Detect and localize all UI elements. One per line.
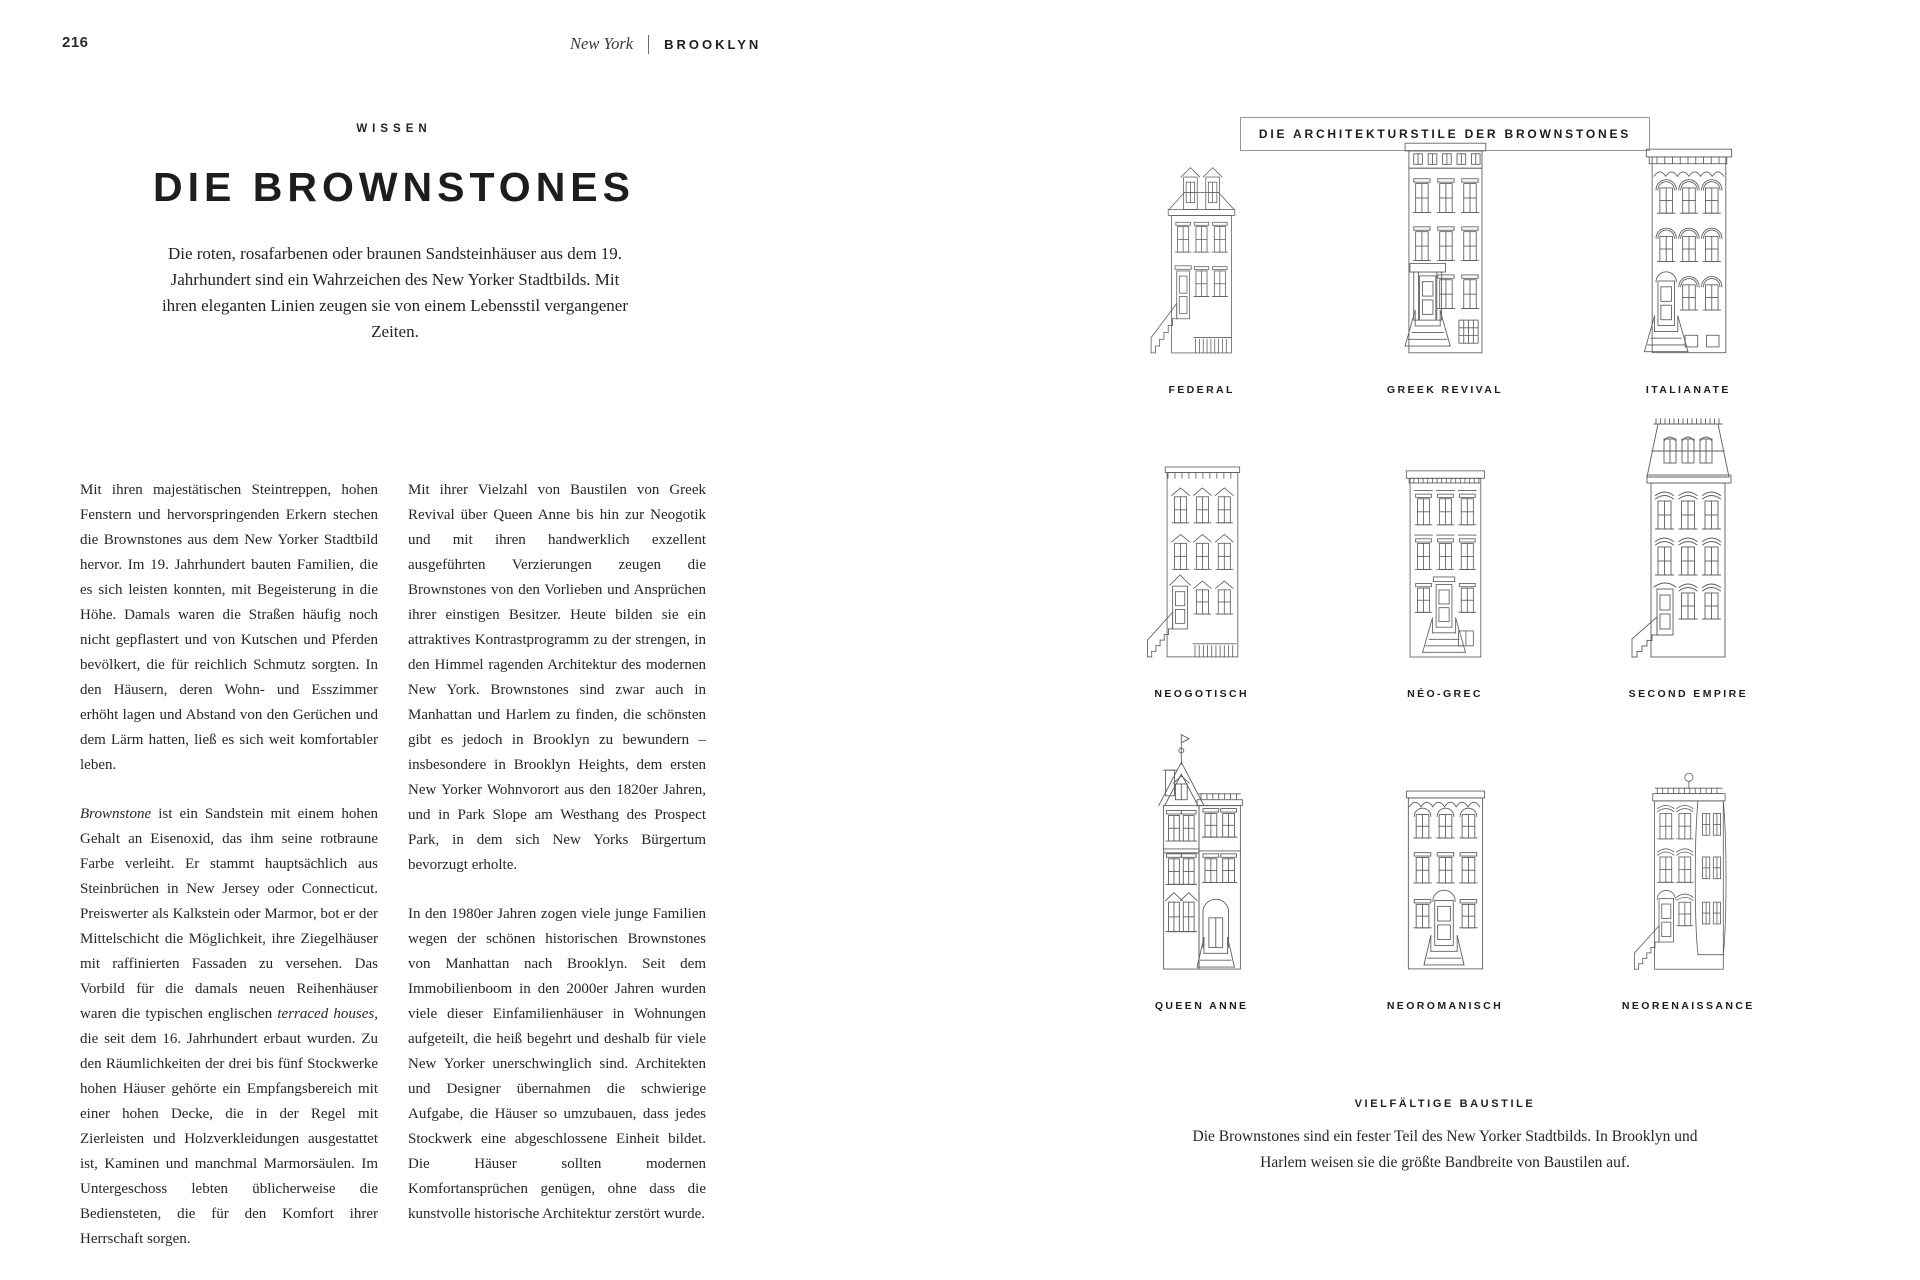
italianate-brownstone-illustration	[1625, 143, 1751, 360]
style-cell-secondempire	[1567, 450, 1810, 700]
styles-row-2	[1080, 450, 1810, 700]
neo-grec-brownstone-illustration	[1384, 467, 1505, 664]
body-column-1	[80, 478, 378, 1276]
style-cell-neoromanisch	[1323, 760, 1566, 1012]
body-paragraph	[80, 802, 378, 1252]
figure-title-box: DIE ARCHITEKTURSTILE DER BROWNSTONES	[1240, 117, 1650, 151]
running-head-region: New York	[570, 34, 634, 53]
neogothic-brownstone-illustration	[1141, 463, 1262, 664]
style-label: ITALIANATE	[1645, 384, 1731, 396]
style-label: NÉO-GREC	[1407, 688, 1483, 700]
federal-brownstone-illustration	[1146, 163, 1257, 360]
style-cell-neogotisch	[1080, 450, 1323, 700]
body-paragraph	[80, 478, 378, 778]
body-paragraph	[408, 902, 706, 1227]
architecture-styles-grid	[1080, 150, 1810, 1012]
caption-text: Die Brownstones sind ein fester Teil des New Yorker Stadtbilds. In Brooklyn und Harlem weisen sie die größte Bandbreite von Baustilen auf.	[1192, 1128, 1698, 1171]
italic-term: Brownstone	[80, 806, 152, 822]
running-head-divider	[648, 35, 649, 54]
style-cell-italianate	[1567, 150, 1810, 396]
running-head-city: BROOKLYN	[664, 36, 762, 52]
caption-kicker: VIELFÄLTIGE BAUSTILE	[1354, 1098, 1536, 1110]
style-label: NEOGOTISCH	[1154, 688, 1249, 700]
body-paragraph	[408, 478, 706, 878]
style-label: GREEK REVIVAL	[1386, 384, 1504, 396]
style-label: NEOROMANISCH	[1386, 1000, 1504, 1012]
greek-revival-brownstone-illustration	[1382, 141, 1507, 360]
neo-renaissance-brownstone-illustration	[1629, 771, 1747, 976]
style-cell-greek	[1323, 150, 1566, 396]
style-label: QUEEN ANNE	[1154, 1000, 1249, 1012]
style-label: FEDERAL	[1168, 384, 1235, 396]
running-head	[570, 34, 761, 54]
text-run: In den 1980er Jahren zogen viele junge Familien wegen der schönen historischen Brownstones von Manhattan nach Brooklyn. Seit dem Immobilienboom in den 2000er Jahren wurden viele dieser Einfamilienhäuser in Wohnungen aufgeteilt, die heiß begehrt und deshalb für viele New Yorker unerschwinglich sind. Architekten und Designer übernahmen die schwierige Aufgabe, die Häuser so umzubauen, dass jedes Stockwerk eine abgeschlossene Einheit bildet. Die Häuser sollten modernen Komfortansprüchen genügen, ohne dass die kunstvolle historische Architektur zerstört wurde.	[408, 906, 706, 1222]
body-column-2	[408, 478, 706, 1251]
italic-term: terraced houses	[277, 1006, 375, 1022]
intro-paragraph: Die roten, rosafarbenen oder braunen Sandsteinhäuser aus dem 19. Jahrhundert sind ein Wahrzeichen des New Yorker Stadtbilds. Mit ihren eleganten Linien zeugen sie von einem Lebensstil vergangener Zeiten.	[161, 244, 629, 341]
text-run: Mit ihrer Vielzahl von Baustilen von Greek Revival über Queen Anne bis hin zur Neogotik und mit ihren handwerklich exzellent ausgeführten Verzierungen zeugen die Brownstones von den Vorlieben und Ansprüchen ihrer einstigen Besitzer. Heute bilden sie ein attraktives Kontrastprogramm zu der strengen, in den Himmel ragenden Architektur des modernen New York. Brownstones sind zwar auch in Manhattan und Harlem zu finden, die schönsten gibt es jedoch in Brooklyn zu bewundern – insbesondere in Brooklyn Heights, dem ersten New Yorker Wohnvorort aus den 1820er Jahren, und in Park Slope am Westhang des Prospect Park, in dem sich New Yorks Bürgertum bevorzugt erholte.	[408, 482, 706, 873]
style-cell-federal	[1080, 150, 1323, 396]
style-label: NEORENAISSANCE	[1621, 1000, 1755, 1012]
style-cell-neogrec	[1323, 450, 1566, 700]
text-run: Mit ihren majestätischen Steintreppen, hohen Fenstern und hervorspringenden Erkern stechen die Brownstones aus dem New Yorker Stadtbild hervor. Im 19. Jahrhundert bauten Familien, die es sich leisten konnten, mit Begeisterung in die Höhe. Damals waren die Straßen häufig noch nicht gepflastert und von Kutschen und Pferden bevölkert, die für reichlich Schmutz sorgten. In den Häusern, deren Wohn- und Esszimmer erhöht lagen und Abstand von den Gerüchen und dem Lärm hatten, ließ es sich weit komfortabler leben.	[80, 482, 378, 773]
styles-row-1	[1080, 150, 1810, 396]
style-label: SECOND EMPIRE	[1628, 688, 1748, 700]
style-cell-neorenaissance	[1567, 760, 1810, 1012]
styles-row-3	[1080, 760, 1810, 1012]
page-number: 216	[62, 34, 89, 51]
text-run: , die seit dem 16. Jahrhundert erbaut wurden. Zu den Räumlichkeiten der drei bis fünf Stockwerke hohen Häuser gehörte ein Empfangsbereich mit einer hohen Decke, die in der Regel mit Zierleisten und Holzverkleidungen ausgestattet ist, Kaminen und manchmal Marmorsäulen. Im Untergeschoss lebten üblicherweise die Bediensteten, die für den Komfort ihrer Herrschaft sorgen.	[80, 1006, 378, 1247]
second-empire-brownstone-illustration	[1623, 417, 1753, 664]
style-cell-queenanne	[1080, 760, 1323, 1012]
page-title: DIE BROWNSTONES	[153, 164, 635, 210]
section-kicker: WISSEN	[356, 123, 432, 135]
queen-anne-brownstone-illustration	[1138, 719, 1266, 976]
text-run: ist ein Sandstein mit einem hohen Gehalt an Eisenoxid, das ihm seine rotbraune Farbe verleiht. Er stammt hauptsächlich aus Steinbrüchen in New Jersey oder Connecticut. Preiswerter als Kalkstein oder Marmor, bot er der Mittelschicht die Möglichkeit, ihre Ziegelhäuser mit raffinierten Fassaden zu versehen. Das Vorbild für die damals neuen Reihenhäuser waren die typischen englischen	[80, 806, 378, 1022]
neo-romanesque-brownstone-illustration	[1381, 787, 1508, 976]
